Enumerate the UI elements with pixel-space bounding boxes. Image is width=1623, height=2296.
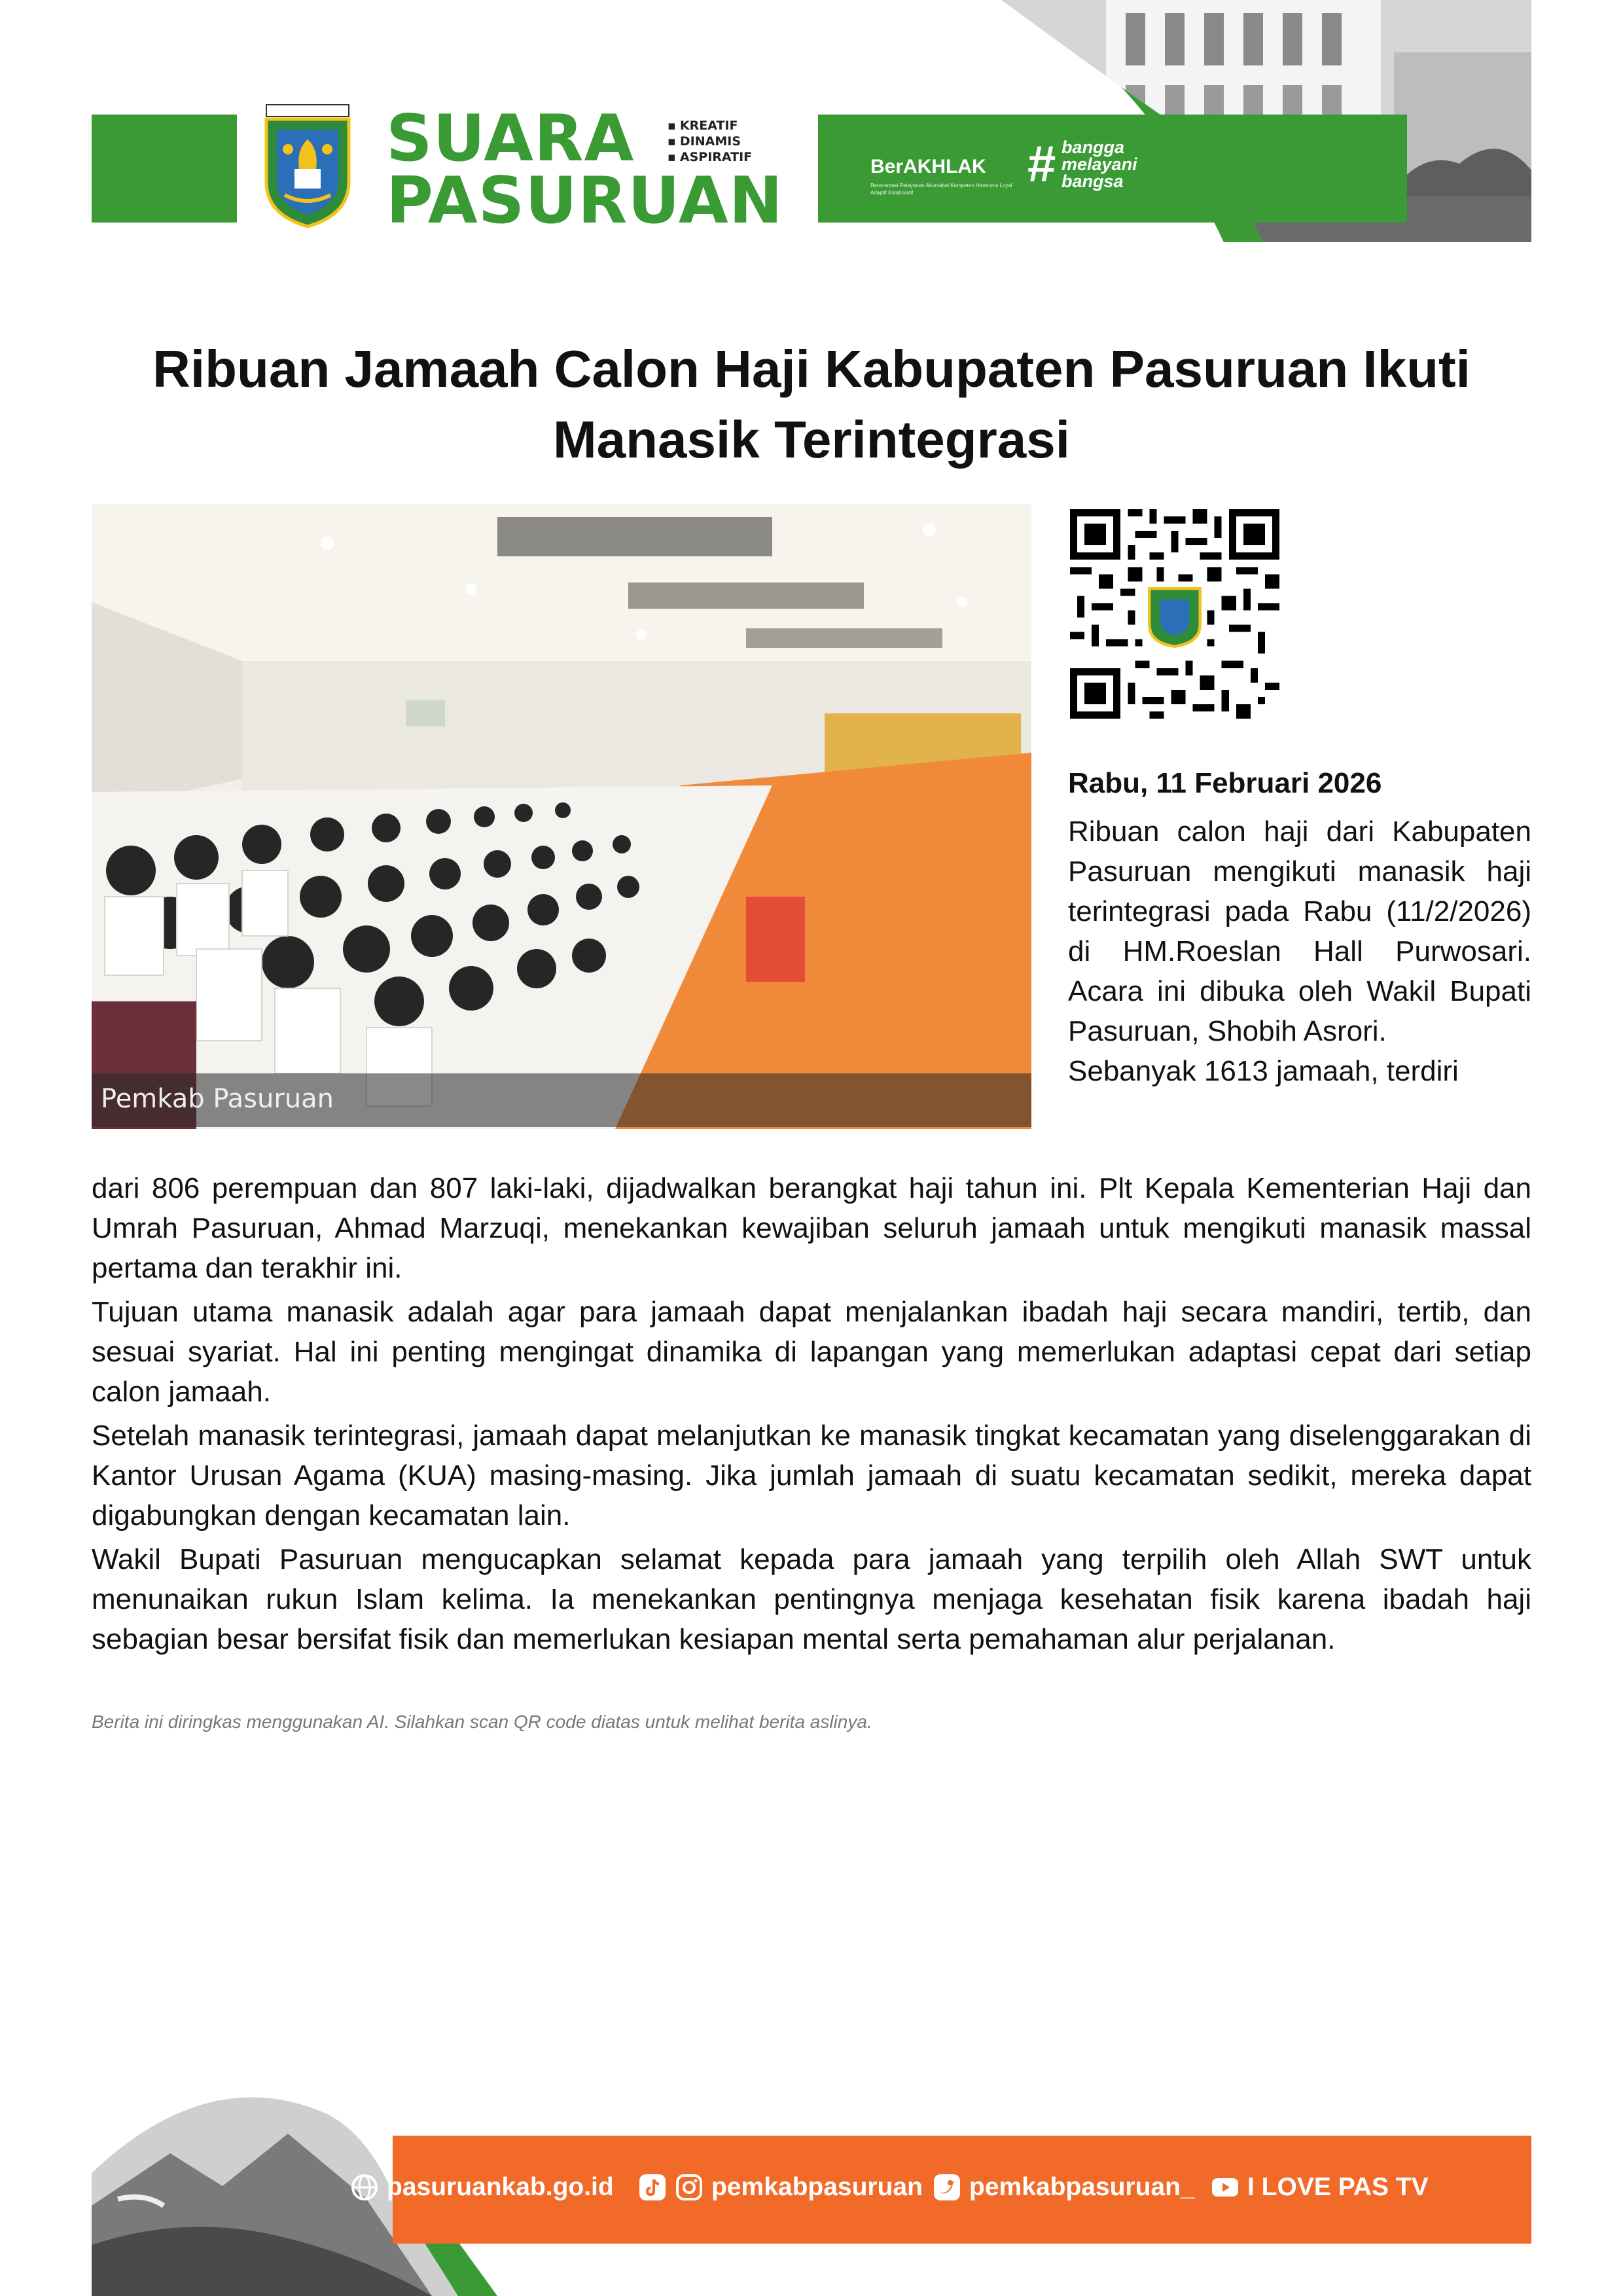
kabupaten-crest-logo	[259, 103, 357, 228]
social-handle-label: pemkabpasuruan	[711, 2173, 923, 2201]
ai-summary-footnote: Berita ini diringkas menggunakan AI. Silahkan scan QR code diatas untuk melihat berita aslinya.	[92, 1712, 872, 1732]
tiktok-icon	[638, 2173, 667, 2202]
twitter-handle-label: pemkabpasuruan_	[969, 2173, 1195, 2201]
tagline-item: ▪ KREATIF	[668, 118, 752, 134]
brand-line-2: PASURUAN	[386, 164, 783, 238]
footer-website-link[interactable]	[350, 2173, 614, 2202]
article-photo	[92, 504, 1031, 1129]
hashtag-icon: #	[1027, 135, 1056, 192]
article-paragraph: Sebanyak 1613 jamaah, terdiri	[1068, 1055, 1459, 1087]
header-green-block-left	[92, 115, 237, 223]
article-title: Ribuan Jamaah Calon Haji Kabupaten Pasuruan Ikuti Manasik Terintegrasi	[152, 340, 1471, 469]
bangga-line: melayani	[1061, 154, 1137, 174]
footer-youtube-link[interactable]	[1211, 2173, 1429, 2202]
article-paragraph: Setelah manasik terintegrasi, jamaah dapat melanjutkan ke manasik tingkat kecamatan yang diselenggarakan di Kantor Urusan Agama (KUA) masing-masing. Jika jumlah jamaah di suatu kecamatan sedikit, mereka dapat digabungkan dengan kecamatan lain.	[92, 1420, 1531, 1532]
globe-icon	[350, 2173, 379, 2202]
berakhlak-logo-text: BerAKHLAK	[870, 156, 986, 177]
instagram-icon	[675, 2173, 704, 2202]
footer-social-link[interactable]	[638, 2173, 923, 2202]
bangga-melayani-bangsa-logo	[1027, 135, 1137, 192]
twitter-icon	[933, 2173, 961, 2202]
qr-code[interactable]	[1070, 509, 1279, 719]
article-paragraph: Wakil Bupati Pasuruan mengucapkan selamat kepada para jamaah yang terpilih oleh Allah SWT untuk menunaikan rukun Islam kelima. Ia menekankan pentingnya menjaga kesehatan fisik karena ibadah haji sebagian besar bersifat fisik dan memerlukan kesiapan mental serta pemahaman alur perjalanan.	[92, 1543, 1531, 1655]
article-paragraph: Tujuan utama manasik adalah agar para jamaah dapat menjalankan ibadah haji secara mandiri, tertib, dan sesuai syariat. Hal ini penting mengingat dinamika di lapangan yang memerlukan adaptasi cepat dari setiap calon jamaah.	[92, 1296, 1531, 1408]
article-date: Rabu, 11 Februari 2026	[1068, 767, 1382, 799]
photo-credit-text: Pemkab Pasuruan	[101, 1084, 334, 1114]
brand-line-1: SUARA	[386, 101, 635, 176]
article-paragraph: dari 806 perempuan dan 807 laki-laki, dijadwalkan berangkat haji tahun ini. Plt Kepala Kementerian Haji dan Umrah Pasuruan, Ahmad Marzuqi, menekankan kewajiban seluruh jamaah untuk mengikuti manasik massal pertama dan terakhir ini.	[92, 1172, 1531, 1284]
bangga-line: bangsa	[1061, 171, 1124, 191]
youtube-icon	[1211, 2173, 1240, 2202]
tagline-item: ▪ DINAMIS	[668, 134, 752, 149]
berakhlak-subtitle: Berorientasi Pelayanan Akuntabel Kompeten Harmonis Loyal Adaptif Kolaboratif	[870, 183, 1012, 196]
tagline-item: ▪ ASPIRATIF	[668, 149, 752, 165]
footer-twitter-link[interactable]	[933, 2173, 1195, 2202]
bangga-line: bangga	[1061, 137, 1125, 157]
article-paragraph: Ribuan calon haji dari Kabupaten Pasuruan mengikuti manasik haji terintegrasi pada Rabu (11/2/2026) di HM.Roeslan Hall Purwosari. Acara ini dibuka oleh Wakil Bupati Pasuruan, Shobih Asrori.	[1068, 816, 1531, 1047]
brand-tagline	[668, 118, 752, 165]
article-body	[92, 1168, 1531, 1659]
article-intro	[1068, 812, 1531, 1091]
youtube-channel-label: I LOVE PAS TV	[1247, 2173, 1429, 2201]
photo-credit-overlay	[92, 1073, 1031, 1127]
website-label: pasuruankab.go.id	[387, 2173, 614, 2201]
